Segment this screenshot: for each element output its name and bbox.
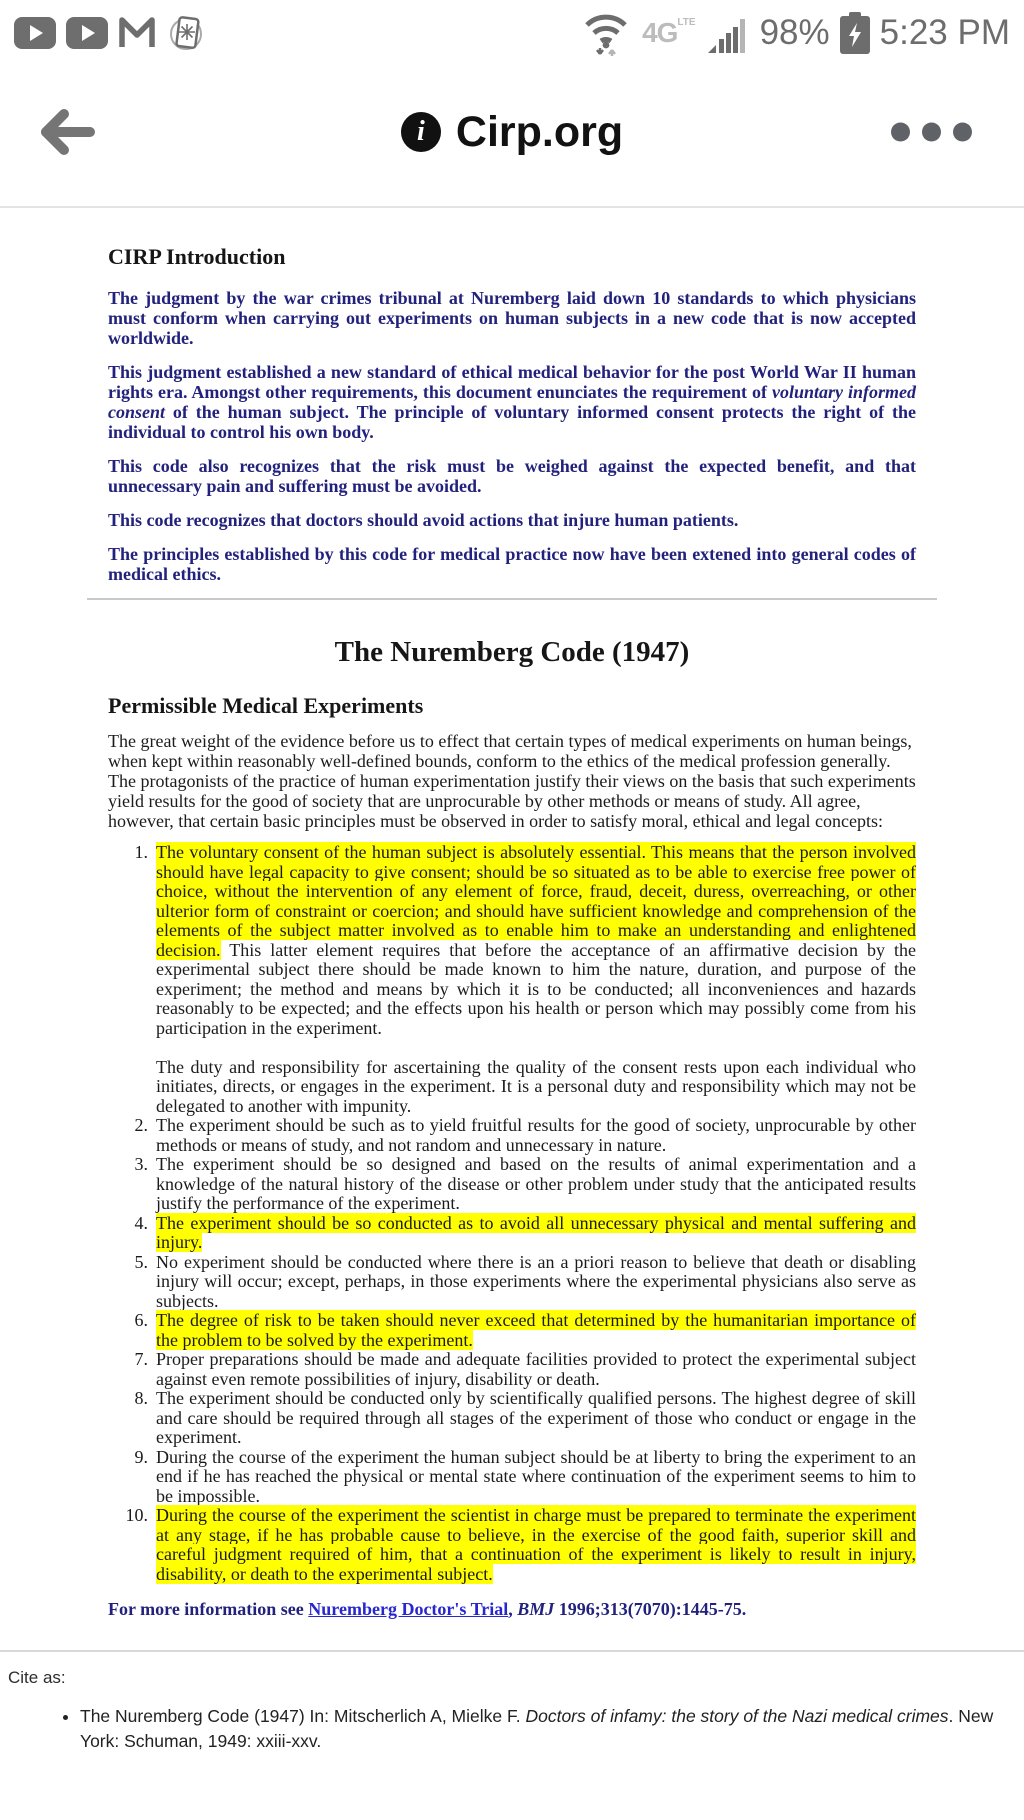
list-item-number: 4. [134,1212,148,1233]
text-segment: No experiment should be conducted where there is an a priori reason to believe that death or disabling injury will occur; except, perhaps, in those experiments where the experimental physicians also serve as subjects. [156,1251,916,1311]
list-item-paragraph [156,1116,916,1155]
list-item-paragraph [156,1253,916,1312]
list-item-number: 6. [134,1310,148,1330]
notification-icons [14,13,206,53]
code-list-item [108,1389,916,1448]
text-segment: This latter element requires that before the acceptance of an affirmative decision by the experimental subject there should be made known to him the nature, duration, and purpose of the experiment; the method and means by which it is to be conducted; all inconveniences and hazards reasonably to be expected; and the effects upon his health or person which may possibly come from his participation in the experiment. [156,939,916,1038]
text-segment: . New York: Schuman, 1949: xxiii-xxv. [80,1706,994,1751]
youtube-icon [66,17,108,49]
code-title: The Nuremberg Code (1947) [334,636,690,668]
list-item-number: 5. [134,1251,148,1272]
article-content [0,208,1024,1620]
code-list-item [108,843,916,1116]
browser-header [0,58,1024,208]
text-segment: The experiment should be conducted only by scientifically qualified persons. The highest degree of skill and care should be required through all stages of the experiment of those who conduct or engage in the experiment. [156,1388,916,1447]
intro-paragraph [108,544,916,584]
text-segment: The Nuremberg Code (1947) In: Mitscherlich A, Mielke F. [80,1706,526,1726]
list-item-number: 2. [134,1115,148,1135]
wifi-icon [580,8,632,58]
list-item-number: 10. [125,1505,148,1525]
highlighted-text: The voluntary consent of the human subject is absolutely essential. This means that the person involved should have legal capacity to give consent; should be so situated as to be able to exercise free power of choice, without the intervention of any element of force, fraud, deceit, duress, overreaching, or other ulterior form of constraint or coercion; and should have sufficient knowledge and comprehension of the elements of the subject matter involved as to enable him to make an understanding and enlightened decision. [156,842,916,960]
status-bar [0,0,1024,58]
list-item-paragraph [156,1058,916,1117]
code-list-item [108,1448,916,1507]
text-segment: The duty and responsibility for ascertaining the quality of the consent rests upon each individual who initiates, directs, or engages in the experiment. It is a personal duty and responsibility which may not be delegated to another with impunity. [156,1056,916,1116]
text-segment: Proper preparations should be made and adequate facilities provided to protect the experimental subject against even remote possibilities of injury, disability or death. [156,1349,916,1389]
intro-paragraph [108,456,916,496]
code-list-item [108,1253,916,1312]
code-list-item [108,1155,916,1214]
lead-paragraph: The great weight of the evidence before us to effect that certain types of medical experiments on human beings, when kept within reasonably well-defined bounds, conform to the ethics of the medical profession generally. The protagonists of the practice of human experimentation justify their views on the basis that such experiments yield results for the good of society that are unprocurable by other methods or means of study. All agree, however, that certain basic principles must be observed in order to satisfy moral, ethical and legal concepts: [108,731,916,831]
text-segment: For more information see [108,1599,309,1619]
site-title: Cirp.org [455,107,624,156]
text-segment: This judgment established a new standard of ethical medical behavior for the post World War II human rights era. Amongst other requirements, this document enunciates the requirement of [108,362,916,402]
intro-paragraph [108,510,916,530]
intro-paragraph [108,288,916,348]
list-item-paragraph [156,843,916,1038]
section-heading: Permissible Medical Experiments [108,693,424,718]
signal-bars-icon [706,11,750,55]
text-segment: 1996;313(7070):1445-75. [554,1599,747,1619]
battery-charging-icon [840,12,870,54]
system-status-icons [580,8,1010,58]
text-segment: The judgment by the war crimes tribunal at Nuremberg laid down 10 standards to which physicians must conform when carrying out experiments on human subjects in a new code that is now accepted worldwide. [108,288,916,348]
sparkle-card-app-icon [166,13,206,53]
code-list-item [108,1506,916,1584]
list-item-paragraph [156,1389,916,1448]
text-segment: The experiment should be so designed and based on the results of animal experimentation and a knowledge of the natural history of the disease or other problem under study that the anticipated results justify the performance of the experiment. [156,1154,916,1213]
text-segment: The principles established by this code for medical practice now have been extened into general codes of medical ethics. [108,544,916,584]
cite-as-label: Cite as: [8,1668,66,1687]
highlighted-text: The experiment should be so conducted as to avoid all unnecessary physical and mental suffering and injury. [156,1212,916,1252]
youtube-icon [14,17,56,49]
text-segment: The experiment should be such as to yield fruitful results for the good of society, unprocurable by other methods or means of study, and not random and unnecessary in nature. [156,1115,916,1155]
citation-footer [0,1652,1024,1754]
nuremberg-doctors-trial-link[interactable]: Nuremberg Doctor's Trial [308,1599,509,1619]
list-item-number: 9. [134,1446,148,1467]
text-segment: voluntary informed consent [108,382,916,422]
list-item-paragraph [156,1448,916,1507]
4g-lte-badge: $4G^{LTE}$ [642,17,696,48]
text-segment: BMJ [517,1599,555,1619]
list-item-paragraph [156,1350,916,1389]
highlighted-text: During the course of the experiment the scientist in charge must be prepared to terminate the experiment at any stage, if he has probable cause to believe, in the exercise of the good faith, superior skill and careful judgment required of him, that a continuation of the experiment is likely to result in injury, disability, or death to the experimental subject. [156,1505,916,1584]
code-list-item [108,1214,916,1253]
intro-heading: CIRP Introduction [108,244,286,269]
code-list-item [108,1116,916,1155]
highlighted-text: The degree of risk to be taken should never exceed that determined by the humanitarian importance of the problem to be solved by the experiment. [156,1310,916,1350]
list-item-number: 7. [134,1349,148,1369]
citation-list [8,1704,994,1754]
more-info-line [108,1598,916,1620]
back-arrow-icon[interactable] [38,108,96,156]
section-divider [87,598,937,600]
text-segment: This code recognizes that doctors should avoid actions that injure human patients. [108,510,739,530]
list-item-paragraph [156,1214,916,1253]
clock: 5:23 PM [879,13,1010,52]
list-item-number: 1. [134,842,148,862]
info-icon[interactable]: i [401,112,441,152]
code-list-item [108,1350,916,1389]
list-item-number: 3. [134,1154,148,1174]
text-segment: , [508,1599,518,1619]
page-title [401,108,623,157]
text-segment: of the human subject. The principle of voluntary informed consent protects the right of the individual to control his own body. [108,402,916,442]
citation-item [80,1704,994,1754]
list-item-paragraph [156,1311,916,1350]
gmail-icon [118,16,156,50]
more-menu-icon[interactable] [885,117,978,148]
code-list-item [108,1311,916,1350]
list-item-paragraph [156,1155,916,1214]
intro-paragraph [108,362,916,442]
text-segment: During the course of the experiment the human subject should be at liberty to bring the experiment to an end if he has reached the physical or mental state where continuation of the experiment seems to him to be impossible. [156,1446,916,1506]
battery-percent: 98% [759,13,830,52]
list-item-number: 8. [134,1388,148,1408]
text-segment: Doctors of infamy: the story of the Nazi medical crimes [525,1706,949,1726]
nuremberg-code-list [108,843,916,1584]
list-item-paragraph [156,1506,916,1584]
text-segment: This code also recognizes that the risk must be weighed against the expected benefit, and that unnecessary pain and suffering must be avoided. [108,456,916,496]
